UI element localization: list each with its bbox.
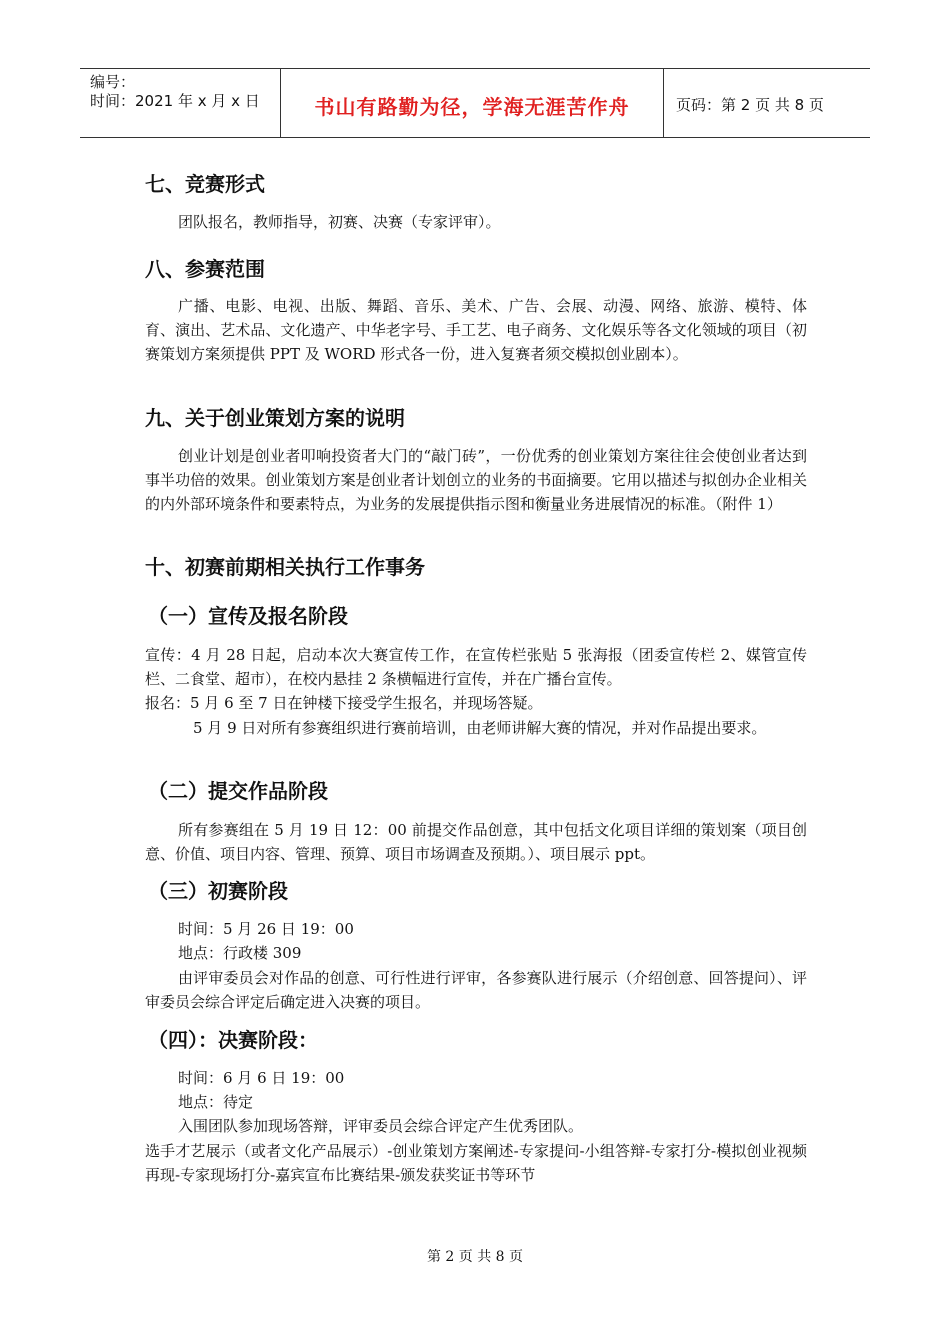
phase-4-flow: 选手才艺展示（或者文化产品展示）-创业策划方案阐述-专家提问-小组答辩-专家打分-模拟创业视频再现-专家现场打分-嘉宾宣布比赛结果-颁发获奖证书等环节 <box>145 1142 807 1184</box>
section-7-title: 七、竞赛形式 <box>145 172 265 196</box>
phase-3-body: 由评审委员会对作品的创意、可行性进行评审，各参赛队进行展示（介绍创意、回答提问）、评审委员会综合评定后确定进入决赛的项目。 <box>145 969 807 1011</box>
document-number-label: 编号： <box>90 73 136 91</box>
header-page-cell <box>664 69 870 137</box>
section-7-body: 团队报名，教师指导，初赛、决赛（专家评审）。 <box>178 213 501 231</box>
phase-1-publicity: 宣传：4 月 28 日起，启动本次大赛宣传工作，在宣传栏张贴 5 张海报（团委宣传栏 2、媒管宣传栏、二食堂、超市），在校内悬挂 2 条横幅进行宣传，并在广播台宣传。 <box>145 646 807 688</box>
section-8-title: 八、参赛范围 <box>145 257 265 281</box>
phase-4-title: （四）：决赛阶段： <box>148 1028 318 1052</box>
phase-4-line1: 入围团队参加现场答辩，评审委员会综合评定产生优秀团队。 <box>178 1117 584 1135</box>
phase-2-title: （二）提交作品阶段 <box>148 779 328 803</box>
section-8-body: 广播、电影、电视、出版、舞蹈、音乐、美术、广告、会展、动漫、网络、旅游、模特、体育、演出、艺术品、文化遗产、中华老字号、手工艺、电子商务、文化娱乐等各文化领域的项目（初赛策划方案须提供 PPT 及 WORD 形式各一份，进入复赛者须交模拟创业剧本）。 <box>145 297 807 363</box>
section-9-title: 九、关于创业策划方案的说明 <box>145 406 405 430</box>
page-footer: 第 2 页 共 8 页 <box>426 1249 524 1265</box>
phase-4-time: 时间：6 月 6 日 19：00 <box>178 1069 345 1087</box>
section-9-body: 创业计划是创业者叩响投资者大门的“敲门砖”，一份优秀的创业策划方案往往会使创业者达到事半功倍的效果。创业策划方案是创业者计划创立的业务的书面摘要。它用以描述与拟创办企业相关的内外部环境条件和要素特点，为业务的发展提供指示图和衡量业务进展情况的标准。（附件 1） <box>145 447 807 513</box>
phase-1-signup: 报名：5 月 6 至 7 日在钟楼下接受学生报名，并现场答疑。 <box>145 694 543 712</box>
section-10-title: 十、初赛前期相关执行工作事务 <box>145 555 425 579</box>
page-header <box>80 68 870 138</box>
header-page-info: 页码：第 2 页 共 8 页 <box>676 96 824 114</box>
phase-3-title: （三）初赛阶段 <box>148 879 288 903</box>
header-motto-cell <box>281 69 664 137</box>
document-date: 时间：2021 年 x 月 x 日 <box>90 92 260 110</box>
header-motto: 书山有路勤为径，学海无涯苦作舟 <box>314 95 630 119</box>
phase-2-body: 所有参赛组在 5 月 19 日 12：00 前提交作品创意，其中包括文化项目详细的策划案（项目创意、价值、项目内容、管理、预算、项目市场调查及预期。）、项目展示 ppt。 <box>145 821 807 863</box>
phase-1-title: （一）宣传及报名阶段 <box>148 604 348 628</box>
phase-4-place: 地点：待定 <box>178 1093 254 1111</box>
phase-1-training: 5 月 9 日对所有参赛组织进行赛前培训，由老师讲解大赛的情况，并对作品提出要求。 <box>193 719 767 737</box>
phase-3-time: 时间：5 月 26 日 19：00 <box>178 920 354 938</box>
phase-3-place: 地点：行政楼 309 <box>178 944 302 962</box>
header-left-cell <box>80 69 281 137</box>
